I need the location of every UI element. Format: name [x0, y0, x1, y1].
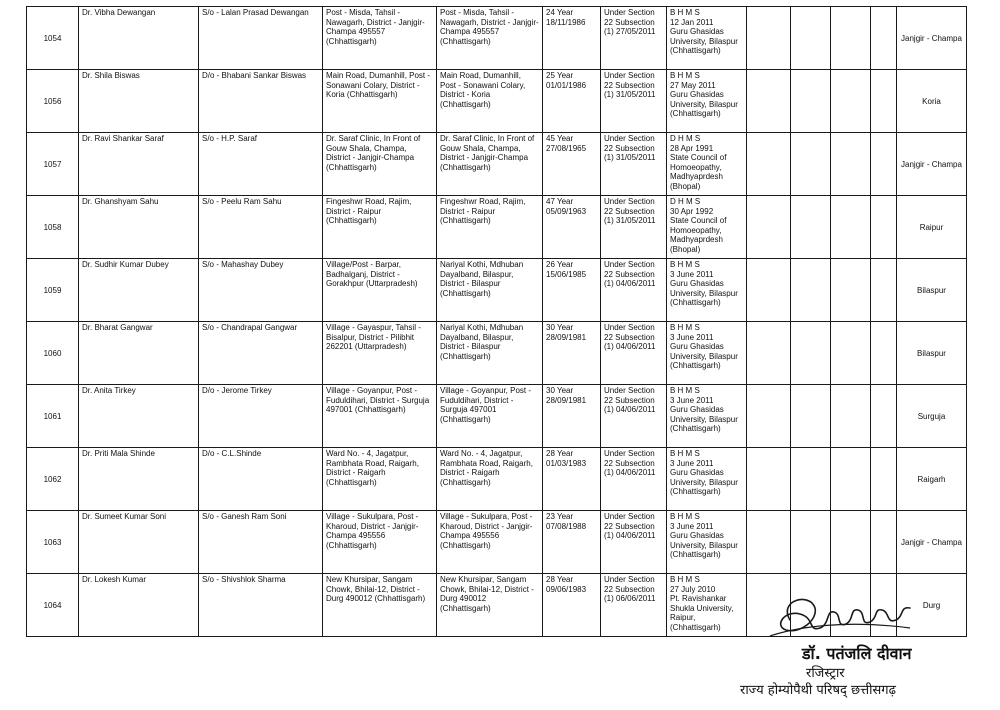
qualification-line: Guru Ghasidas [670, 27, 724, 36]
relation-cell: S/o - Ganesh Ram Soni [199, 511, 323, 574]
relation-cell: S/o - Chandrapal Gangwar [199, 322, 323, 385]
qualification-cell [667, 259, 747, 322]
serial-number-cell: 1064 [27, 574, 79, 637]
qualification-cell [667, 448, 747, 511]
blank-cell [831, 259, 871, 322]
present-address-cell: Nariyal Kothi, Mdhuban Dayalband, Bilaspur, District - Bilaspur (Chhattisgarh) [437, 322, 543, 385]
present-address-cell: Fingeshwr Road, Rajim, District - Raipur (Chhattisgarh) [437, 196, 543, 259]
qualification-line: (Chhattisgarh) [670, 46, 721, 55]
serial-number-cell: 1057 [27, 133, 79, 196]
blank-cell [747, 448, 791, 511]
qualification-cell [667, 7, 747, 70]
district-cell: Janjgir - Champa [897, 7, 967, 70]
handwritten-signature [760, 590, 930, 642]
doctor-name-cell: Dr. Lokesh Kumar [79, 574, 199, 637]
registrar-name: डॉ. पतंजलि दीवान [802, 644, 912, 663]
blank-cell [831, 322, 871, 385]
qualification-line: 12 Jan 2011 [670, 17, 714, 27]
qualification-line: Guru Ghasidas [670, 90, 724, 99]
permanent-address-cell: Village - Gayaspur, Tahsil - Bisalpur, District - Pilibhit 262201 (Uttarpradesh) [323, 322, 437, 385]
table-row [27, 133, 967, 196]
district-cell: Janjgir - Champa [897, 511, 967, 574]
qualification-line: (Chhattisgarh) [670, 424, 721, 433]
blank-cell [791, 511, 831, 574]
blank-cell [747, 511, 791, 574]
blank-cell [831, 448, 871, 511]
qualification-line: (Chhattisgarh) [670, 622, 721, 632]
doctor-name-cell: Dr. Ravi Shankar Saraf [79, 133, 199, 196]
table-row [27, 385, 967, 448]
age-dob-cell: 26 Year 15/06/1985 [543, 259, 601, 322]
qualification-line: Guru Ghasidas [670, 531, 724, 540]
blank-cell [791, 133, 831, 196]
qualification-line: 3 June 2011 [670, 395, 714, 405]
blank-cell [871, 196, 897, 259]
qualification-cell [667, 196, 747, 259]
qualification-line: University, Bilaspur [670, 351, 738, 361]
blank-cell [871, 385, 897, 448]
registrar-signature-block [740, 590, 970, 708]
blank-cell [747, 385, 791, 448]
qualification-line: University, Bilaspur [670, 36, 738, 46]
age-dob-cell: 23 Year 07/08/1988 [543, 511, 601, 574]
qualification-line: 27 July 2010 [670, 584, 716, 594]
district-cell: Raipur [897, 196, 967, 259]
blank-cell [831, 385, 871, 448]
qualification-line: 30 Apr 1992 [670, 206, 714, 216]
section-cell: Under Section 22 Subsection (1) 04/06/2011 [601, 385, 667, 448]
blank-cell [791, 385, 831, 448]
section-cell: Under Section 22 Subsection (1) 04/06/2011 [601, 511, 667, 574]
blank-cell [747, 133, 791, 196]
section-cell: Under Section 22 Subsection (1) 06/06/2011 [601, 574, 667, 637]
serial-number-cell: 1058 [27, 196, 79, 259]
doctor-name-cell: Dr. Priti Mala Shinde [79, 448, 199, 511]
qualification-line: University, Bilaspur [670, 540, 738, 550]
serial-number-cell: 1062 [27, 448, 79, 511]
blank-cell [871, 7, 897, 70]
permanent-address-cell: New Khursipar, Sangam Chowk, Bhilai-12, District - Durg 490012 (Chhattisgarh) [323, 574, 437, 637]
qualification-line: (Bhopal) [670, 244, 701, 254]
relation-cell: S/o - Shivshlok Sharma [199, 574, 323, 637]
blank-cell [871, 448, 897, 511]
blank-cell [791, 259, 831, 322]
qualification-line: 3 June 2011 [670, 521, 714, 531]
serial-number-cell: 1060 [27, 322, 79, 385]
qualification-line: University, Bilaspur [670, 99, 738, 109]
permanent-address-cell: Village/Post - Barpar, Badhalganj, District - Gorakhpur (Uttarpradesh) [323, 259, 437, 322]
age-dob-cell: 28 Year 09/06/1983 [543, 574, 601, 637]
blank-cell [791, 196, 831, 259]
district-cell: Bilaspur [897, 259, 967, 322]
qualification-line: B H M S [670, 323, 700, 332]
qualification-line: B H M S [670, 71, 700, 80]
qualification-line: Madhyaprdesh [670, 172, 723, 181]
qualification-line: Guru Ghasidas [670, 468, 724, 477]
age-dob-cell: 25 Year 01/01/1986 [543, 70, 601, 133]
section-cell: Under Section 22 Subsection (1) 31/05/2011 [601, 70, 667, 133]
present-address-cell: Dr. Saraf Clinic, In Front of Gouw Shala, Champa, District - Janjgir-Champa (Chhattisgarh) [437, 133, 543, 196]
qualification-line: 3 June 2011 [670, 269, 714, 279]
table-row [27, 511, 967, 574]
qualification-line: University, Bilaspur [670, 477, 738, 487]
qualification-line: 3 June 2011 [670, 458, 714, 468]
blank-cell [747, 7, 791, 70]
district-cell: Bilaspur [897, 322, 967, 385]
present-address-cell: Village - Goyanpur, Post - Fuduldihari, District - Surguja 497001 (Chhattisgarh) [437, 385, 543, 448]
registrar-title: रजिस्ट्रार [806, 666, 845, 681]
qualification-line: Guru Ghasidas [670, 342, 724, 351]
qualification-line: B H M S [670, 449, 700, 458]
table-row [27, 70, 967, 133]
relation-cell: D/o - Bhabani Sankar Biswas [199, 70, 323, 133]
blank-cell [871, 322, 897, 385]
section-cell: Under Section 22 Subsection (1) 04/06/2011 [601, 448, 667, 511]
present-address-cell: Post - Misda, Tahsil - Nawagarh, District - Janjgir-Champa 495557 (Chhattisgarh) [437, 7, 543, 70]
blank-cell [791, 7, 831, 70]
table-row [27, 7, 967, 70]
qualification-cell [667, 70, 747, 133]
age-dob-cell: 47 Year 05/09/1963 [543, 196, 601, 259]
blank-cell [871, 70, 897, 133]
permanent-address-cell: Post - Misda, Tahsil - Nawagarh, District - Janjgir-Champa 495557 (Chhattisgarh) [323, 7, 437, 70]
blank-cell [871, 259, 897, 322]
district-cell: Raigarh [897, 448, 967, 511]
qualification-line: B H M S [670, 8, 700, 17]
present-address-cell: New Khursipar, Sangam Chowk, Bhilai-12, District - Durg 490012 (Chhattisgarh) [437, 574, 543, 637]
doctor-name-cell: Dr. Ghanshyam Sahu [79, 196, 199, 259]
table-row [27, 196, 967, 259]
blank-cell [831, 511, 871, 574]
qualification-line: State Council of [670, 153, 727, 162]
doctor-name-cell: Dr. Bharat Gangwar [79, 322, 199, 385]
age-dob-cell: 28 Year 01/03/1983 [543, 448, 601, 511]
doctor-name-cell: Dr. Anita Tirkey [79, 385, 199, 448]
qualification-line: Homoeopathy, [670, 225, 722, 235]
qualification-line: State Council of [670, 216, 727, 225]
district-cell: Janjgir - Champa [897, 133, 967, 196]
age-dob-cell: 30 Year 28/09/1981 [543, 322, 601, 385]
qualification-line: B H M S [670, 386, 700, 395]
blank-cell [747, 196, 791, 259]
qualification-line: 28 Apr 1991 [670, 143, 714, 153]
blank-cell [791, 322, 831, 385]
blank-cell [747, 70, 791, 133]
qualification-line: D H M S [670, 197, 701, 206]
serial-number-cell: 1056 [27, 70, 79, 133]
serial-number-cell: 1059 [27, 259, 79, 322]
relation-cell: S/o - H.P. Saraf [199, 133, 323, 196]
district-cell: Koria [897, 70, 967, 133]
age-dob-cell: 24 Year 18/11/1986 [543, 7, 601, 70]
qualification-line: B H M S [670, 512, 700, 521]
register-table [26, 6, 967, 637]
district-cell: Surguja [897, 385, 967, 448]
qualification-line: Guru Ghasidas [670, 405, 724, 414]
permanent-address-cell: Village - Goyanpur, Post - Fuduldihari, District - Surguja 497001 (Chhattisgarh) [323, 385, 437, 448]
serial-number-cell: 1063 [27, 511, 79, 574]
table-row [27, 259, 967, 322]
qualification-line: B H M S [670, 260, 700, 269]
relation-cell: D/o - C.L.Shinde [199, 448, 323, 511]
qualification-cell [667, 574, 747, 637]
doctor-name-cell: Dr. Sumeet Kumar Soni [79, 511, 199, 574]
blank-cell [831, 7, 871, 70]
qualification-cell [667, 511, 747, 574]
table-row [27, 448, 967, 511]
permanent-address-cell: Fingeshwr Road, Rajim, District - Raipur (Chhattisgarh) [323, 196, 437, 259]
table-row [27, 322, 967, 385]
present-address-cell: Ward No. - 4, Jagatpur, Rambhata Road, Raigarh, District - Raigarh (Chhattisgarh) [437, 448, 543, 511]
blank-cell [871, 133, 897, 196]
section-cell: Under Section 22 Subsection (1) 31/05/2011 [601, 133, 667, 196]
qualification-line: (Chhattisgarh) [670, 550, 721, 559]
blank-cell [831, 196, 871, 259]
present-address-cell: Village - Sukulpara, Post - Kharoud, District - Janjgir-Champa 495556 (Chhattisgarh) [437, 511, 543, 574]
qualification-line: Shukla University, [670, 603, 734, 613]
blank-cell [831, 70, 871, 133]
blank-cell [747, 259, 791, 322]
serial-number-cell: 1054 [27, 7, 79, 70]
blank-cell [747, 322, 791, 385]
qualification-cell [667, 133, 747, 196]
relation-cell: S/o - Peelu Ram Sahu [199, 196, 323, 259]
qualification-line: (Chhattisgarh) [670, 487, 721, 496]
section-cell: Under Section 22 Subsection (1) 04/06/2011 [601, 322, 667, 385]
qualification-line: Homoeopathy, [670, 162, 722, 172]
relation-cell: D/o - Jerome Tirkey [199, 385, 323, 448]
section-cell: Under Section 22 Subsection (1) 27/05/2011 [601, 7, 667, 70]
qualification-line: 3 June 2011 [670, 332, 714, 342]
qualification-line: University, Bilaspur [670, 414, 738, 424]
permanent-address-cell: Main Road, Dumanhill, Post - Sonawani Colary, District - Koria (Chhattisgarh) [323, 70, 437, 133]
blank-cell [791, 70, 831, 133]
qualification-line: Madhyaprdesh [670, 235, 723, 244]
blank-cell [791, 448, 831, 511]
qualification-line: Guru Ghasidas [670, 279, 724, 288]
present-address-cell: Nariyal Kothi, Mdhuban Dayalband, Bilaspur, District - Bilaspur (Chhattisgarh) [437, 259, 543, 322]
age-dob-cell: 45 Year 27/08/1965 [543, 133, 601, 196]
doctor-name-cell: Dr. Sudhir Kumar Dubey [79, 259, 199, 322]
qualification-line: (Chhattisgarh) [670, 361, 721, 370]
qualification-cell [667, 322, 747, 385]
permanent-address-cell: Ward No. - 4, Jagatpur, Rambhata Road, Raigarh, District - Raigarh (Chhattisgarh) [323, 448, 437, 511]
doctor-name-cell: Dr. Shila Biswas [79, 70, 199, 133]
district-cell: Durg [897, 574, 967, 637]
permanent-address-cell: Village - Sukulpara, Post - Kharoud, District - Janjgir-Champa 495556 (Chhattisgarh) [323, 511, 437, 574]
qualification-line: (Chhattisgarh) [670, 109, 721, 118]
present-address-cell: Main Road, Dumanhill, Post - Sonawani Colary, District - Koria (Chhattisgarh) [437, 70, 543, 133]
qualification-line: Pt. Ravishankar [670, 594, 727, 603]
age-dob-cell: 30 Year 28/09/1981 [543, 385, 601, 448]
doctor-name-cell: Dr. Vibha Dewangan [79, 7, 199, 70]
qualification-line: Raipur, [670, 613, 696, 622]
relation-cell: S/o - Lalan Prasad Dewangan [199, 7, 323, 70]
permanent-address-cell: Dr. Saraf Clinic, In Front of Gouw Shala, Champa, District - Janjgir-Champa (Chhattisgarh) [323, 133, 437, 196]
qualification-line: (Bhopal) [670, 181, 701, 191]
qualification-line: University, Bilaspur [670, 288, 738, 298]
relation-cell: S/o - Mahashay Dubey [199, 259, 323, 322]
qualification-line: (Chhattisgarh) [670, 298, 721, 307]
serial-number-cell: 1061 [27, 385, 79, 448]
qualification-line: D H M S [670, 134, 701, 143]
blank-cell [831, 133, 871, 196]
qualification-line: 27 May 2011 [670, 80, 716, 90]
qualification-cell [667, 385, 747, 448]
section-cell: Under Section 22 Subsection (1) 04/06/2011 [601, 259, 667, 322]
council-name: राज्य होम्योपैथी परिषद् छत्तीसगढ़ [740, 683, 896, 698]
section-cell: Under Section 22 Subsection (1) 31/05/2011 [601, 196, 667, 259]
qualification-line: B H M S [670, 575, 700, 584]
blank-cell [871, 511, 897, 574]
